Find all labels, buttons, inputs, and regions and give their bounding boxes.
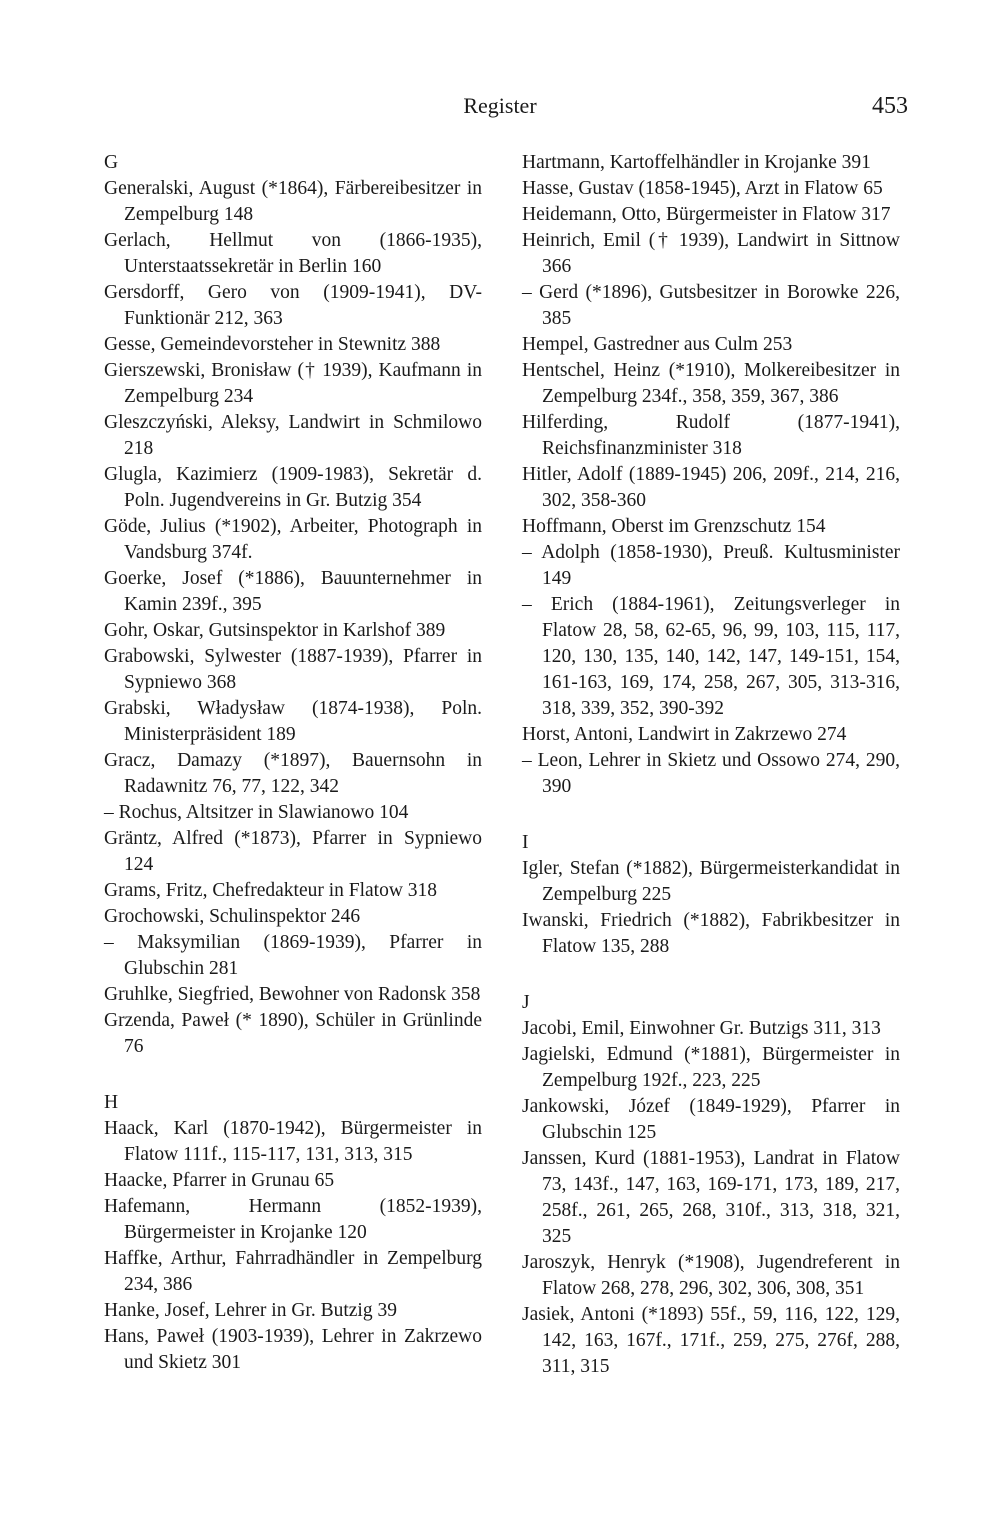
index-section bbox=[522, 990, 900, 1380]
index-entry: Haacke, Pfarrer in Grunau 65 bbox=[104, 1170, 335, 1191]
index-entry: Grzenda, Paweł (* 1890), Schüler in Grünlinde 76 bbox=[104, 1010, 482, 1057]
index-entry: – Adolph (1858-1930), Preuß. Kultusminister 149 bbox=[522, 542, 900, 589]
index-entry: Hilferding, Rudolf (1877-1941), Reichsfinanzminister 318 bbox=[522, 412, 900, 459]
index-entry: Gierszewski, Bronisław († 1939), Kaufmann in Zempelburg 234 bbox=[104, 360, 482, 407]
section-letter: G bbox=[104, 152, 119, 173]
index-entry: Grams, Fritz, Chefredakteur in Flatow 318 bbox=[104, 880, 438, 901]
section-letter: I bbox=[522, 832, 529, 853]
index-entry: – Rochus, Altsitzer in Slawianowo 104 bbox=[104, 802, 409, 823]
index-entry: Grabski, Władysław (1874-1938), Poln. Ministerpräsident 189 bbox=[104, 698, 482, 745]
index-section bbox=[104, 150, 482, 1060]
index-entry: Grabowski, Sylwester (1887-1939), Pfarrer in Sypniewo 368 bbox=[104, 646, 482, 693]
index-entry: Hans, Paweł (1903-1939), Lehrer in Zakrzewo und Skietz 301 bbox=[104, 1326, 482, 1373]
index-entry: Iwanski, Friedrich (*1882), Fabrikbesitzer in Flatow 135, 288 bbox=[522, 910, 900, 957]
index-entry: Gerlach, Hellmut von (1866-1935), Unterstaatssekretär in Berlin 160 bbox=[104, 230, 482, 277]
index-entry: Hasse, Gustav (1858-1945), Arzt in Flatow 65 bbox=[522, 178, 883, 199]
index-entry: Hartmann, Kartoffelhändler in Krojanke 391 bbox=[522, 152, 871, 173]
page-number: 453 bbox=[872, 93, 908, 119]
index-column-left bbox=[104, 150, 482, 1376]
index-entry: Igler, Stefan (*1882), Bürgermeisterkandidat in Zempelburg 225 bbox=[522, 858, 900, 905]
index-entry: Hafemann, Hermann (1852-1939), Bürgermeister in Krojanke 120 bbox=[104, 1196, 482, 1243]
index-entry: Horst, Antoni, Landwirt in Zakrzewo 274 bbox=[522, 724, 847, 745]
index-column-right bbox=[522, 150, 900, 1380]
index-entry: Glugla, Kazimierz (1909-1983), Sekretär d. Poln. Jugendvereins in Gr. Butzig 354 bbox=[104, 464, 482, 511]
section-letter: H bbox=[104, 1092, 119, 1113]
index-entry: Generalski, August (*1864), Färbereibesitzer in Zempelburg 148 bbox=[104, 178, 482, 225]
index-entry: Goerke, Josef (*1886), Bauunternehmer in Kamin 239f., 395 bbox=[104, 568, 482, 615]
index-entry: Gracz, Damazy (*1897), Bauernsohn in Radawnitz 76, 77, 122, 342 bbox=[104, 750, 482, 797]
running-title: Register bbox=[463, 93, 537, 118]
index-entry: Jaroszyk, Henryk (*1908), Jugendreferent in Flatow 268, 278, 296, 302, 306, 308, 351 bbox=[522, 1252, 900, 1299]
index-entry: Gohr, Oskar, Gutsinspektor in Karlshof 389 bbox=[104, 620, 446, 641]
index-section bbox=[522, 150, 900, 800]
index-entry: Gruhlke, Siegfried, Bewohner von Radonsk 358 bbox=[104, 984, 481, 1005]
index-entry: Jacobi, Emil, Einwohner Gr. Butzigs 311, 313 bbox=[522, 1018, 881, 1039]
index-entry: – Maksymilian (1869-1939), Pfarrer in Glubschin 281 bbox=[104, 932, 482, 979]
section-letter: J bbox=[522, 992, 530, 1013]
index-entry: Jagielski, Edmund (*1881), Bürgermeister in Zempelburg 192f., 223, 225 bbox=[522, 1044, 900, 1091]
index-entry: Hempel, Gastredner aus Culm 253 bbox=[522, 334, 793, 355]
index-entry: Gersdorff, Gero von (1909-1941), DV-Funktionär 212, 363 bbox=[104, 282, 482, 329]
index-entry: – Gerd (*1896), Gutsbesitzer in Borowke 226, 385 bbox=[522, 282, 900, 329]
index-entry: Haffke, Arthur, Fahrradhändler in Zempelburg 234, 386 bbox=[104, 1248, 482, 1295]
index-entry: Göde, Julius (*1902), Arbeiter, Photograph in Vandsburg 374f. bbox=[104, 516, 482, 563]
index-entry: Hanke, Josef, Lehrer in Gr. Butzig 39 bbox=[104, 1300, 397, 1321]
page-header bbox=[0, 88, 1000, 124]
index-section bbox=[522, 830, 900, 960]
index-entry: Hoffmann, Oberst im Grenzschutz 154 bbox=[522, 516, 826, 537]
index-entry: Grochowski, Schulinspektor 246 bbox=[104, 906, 361, 927]
index-entry: Gräntz, Alfred (*1873), Pfarrer in Sypniewo 124 bbox=[104, 828, 482, 875]
index-entry: Heidemann, Otto, Bürgermeister in Flatow 317 bbox=[522, 204, 891, 225]
index-entry: Jankowski, Józef (1849-1929), Pfarrer in Glubschin 125 bbox=[522, 1096, 900, 1143]
index-entry: Hentschel, Heinz (*1910), Molkereibesitzer in Zempelburg 234f., 358, 359, 367, 386 bbox=[522, 360, 900, 407]
index-entry: Heinrich, Emil († 1939), Landwirt in Sittnow 366 bbox=[522, 230, 900, 277]
index-entry: Gesse, Gemeindevorsteher in Stewnitz 388 bbox=[104, 334, 441, 355]
index-entry: Haack, Karl (1870-1942), Bürgermeister in Flatow 111f., 115-117, 131, 313, 315 bbox=[104, 1118, 482, 1165]
index-entry: – Leon, Lehrer in Skietz und Ossowo 274, 290, 390 bbox=[522, 750, 900, 797]
index-entry: – Erich (1884-1961), Zeitungsverleger in Flatow 28, 58, 62-65, 96, 99, 103, 115, 117, 120, 130, 135, 140, 142, 147, 149-151, 154, 161-163, 169, 174, 258, 267, 305, 313-316, 318, 339, 352, 390-392 bbox=[522, 594, 900, 719]
index-entry: Janssen, Kurd (1881-1953), Landrat in Flatow 73, 143f., 147, 163, 169-171, 173, 189, 217, 258f., 261, 265, 268, 310f., 313, 318, 321, 325 bbox=[522, 1148, 900, 1247]
index-section bbox=[104, 1090, 482, 1376]
index-entry: Gleszczyński, Aleksy, Landwirt in Schmilowo 218 bbox=[104, 412, 482, 459]
index-entry: Hitler, Adolf (1889-1945) 206, 209f., 214, 216, 302, 358-360 bbox=[522, 464, 900, 511]
index-entry: Jasiek, Antoni (*1893) 55f., 59, 116, 122, 129, 142, 163, 167f., 171f., 259, 275, 276f, 288, 311, 315 bbox=[522, 1304, 900, 1377]
